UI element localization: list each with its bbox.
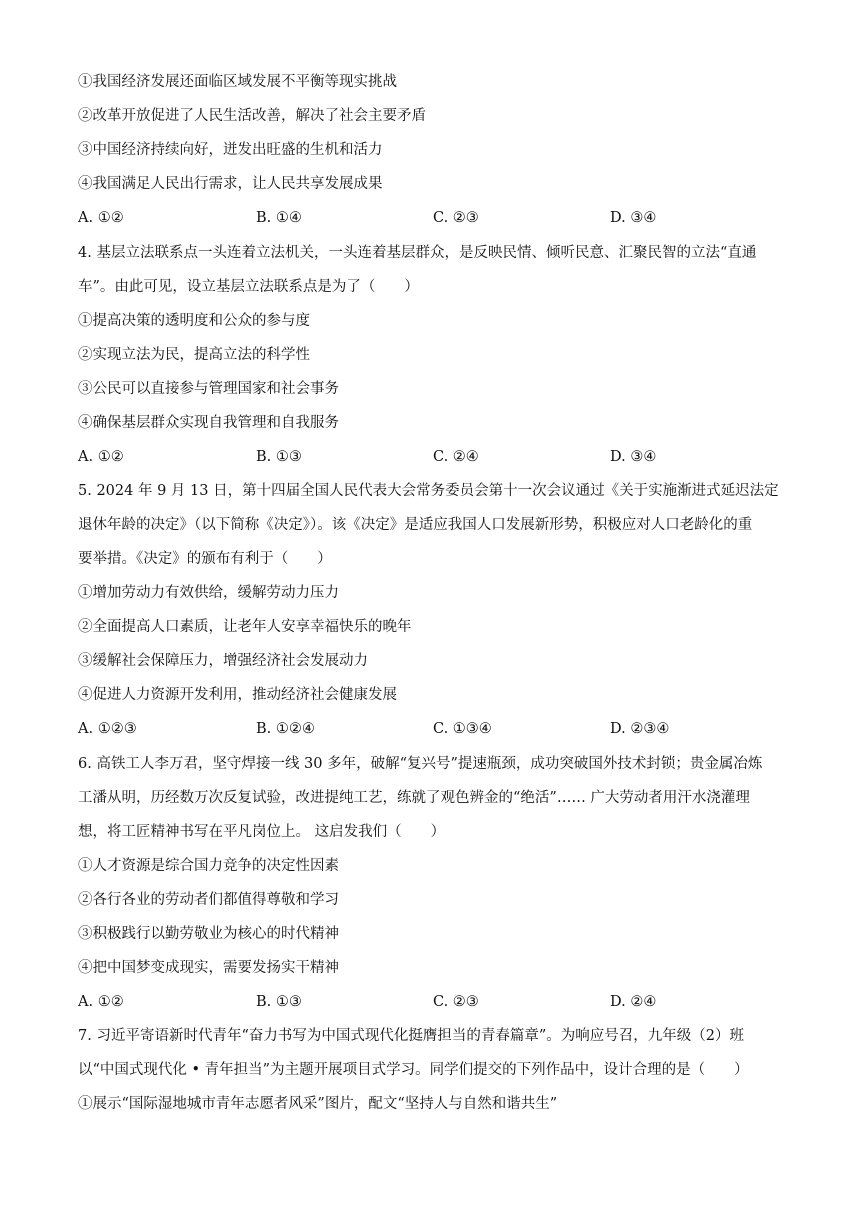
q3-options: [78, 208, 798, 228]
q4-option-a: A. ①②: [78, 449, 124, 465]
q5-statement-4: ④促进人力资源开发利用，推动经济社会健康发展: [78, 687, 397, 703]
q3-statement-2: ②改革开放促进了人民生活改善，解决了社会主要矛盾: [78, 108, 426, 124]
q3-statement-1: ①我国经济发展还面临区域发展不平衡等现实挑战: [78, 74, 397, 90]
q6-option-a: A. ①②: [78, 994, 124, 1010]
q3-option-c: C. ②③: [433, 210, 479, 226]
q6-option-d: D. ②④: [610, 994, 657, 1010]
q5-option-a: A. ①②③: [78, 721, 137, 737]
q4-option-c: C. ②④: [433, 449, 479, 465]
q3-option-b: B. ①④: [256, 210, 302, 226]
q6-option-b: B. ①③: [256, 994, 302, 1010]
q4-stem-line-2: 车”。由此可见，设立基层立法联系点是为了（ ）: [78, 279, 419, 295]
q6-statement-2: ②各行各业的劳动者们都值得尊敬和学习: [78, 892, 339, 908]
q5-options: [78, 719, 798, 739]
q4-statement-1: ①提高决策的透明度和公众的参与度: [78, 313, 310, 329]
q5-statement-2: ②全面提高人口素质，让老年人安享幸福快乐的晚年: [78, 619, 412, 635]
q5-statement-1: ①增加劳动力有效供给，缓解劳动力压力: [78, 585, 339, 601]
q5-option-d: D. ②③④: [610, 721, 670, 737]
q3-statement-4: ④我国满足人民出行需求，让人民共享发展成果: [78, 176, 383, 192]
q6-statement-4: ④把中国梦变成现实，需要发扬实干精神: [78, 960, 339, 976]
q4-stem-line-1: 4. 基层立法联系点一头连着立法机关，一头连着基层群众，是反映民情、倾听民意、汇聚民智的立法“直通: [78, 245, 757, 261]
q7-stem-line-2: 以“中国式现代化 • 青年担当”为主题开展项目式学习。同学们提交的下列作品中，设计合理的是（ ）: [78, 1062, 749, 1078]
q6-stem-line-1: 6. 高铁工人李万君，坚守焊接一线 30 多年，破解“复兴号”提速瓶颈，成功突破国外技术封锁；贵金属冶炼: [78, 756, 763, 772]
q6-stem-line-2: 工潘从明，历经数万次反复试验，改进提纯工艺，练就了观色辨金的“绝活”…… 广大劳动者用汗水浇灌理: [78, 790, 750, 806]
q3-statement-3: ③中国经济持续向好，迸发出旺盛的生机和活力: [78, 142, 383, 158]
q6-statement-1: ①人才资源是综合国力竞争的决定性因素: [78, 858, 339, 874]
q4-statement-4: ④确保基层群众实现自我管理和自我服务: [78, 415, 339, 431]
q5-option-c: C. ①③④: [433, 721, 492, 737]
q5-stem-line-1: 5. 2024 年 9 月 13 日，第十四届全国人民代表大会常务委员会第十一次会议通过《关于实施渐进式延迟法定: [78, 483, 779, 499]
q5-stem-line-3: 要举措。《决定》的颁布有利于（ ）: [78, 551, 332, 567]
q4-option-d: D. ③④: [610, 449, 657, 465]
q5-option-b: B. ①②④: [256, 721, 315, 737]
q4-statement-2: ②实现立法为民，提高立法的科学性: [78, 347, 310, 363]
q4-options: [78, 447, 798, 467]
q4-statement-3: ③公民可以直接参与管理国家和社会事务: [78, 381, 339, 397]
q6-stem-line-3: 想，将工匠精神书写在平凡岗位上。 这启发我们（ ）: [78, 824, 446, 840]
q7-statement-1: ①展示“国际湿地城市青年志愿者风采”图片，配文“坚持人与自然和谐共生”: [78, 1096, 558, 1112]
q3-option-a: A. ①②: [78, 210, 124, 226]
q6-statement-3: ③积极践行以勤劳敬业为核心的时代精神: [78, 926, 339, 942]
q6-option-c: C. ②③: [433, 994, 479, 1010]
q5-stem-line-2: 退休年龄的决定》（以下简称《决定》）。该《决定》是适应我国人口发展新形势，积极应对人口老龄化的重: [78, 517, 753, 533]
q3-option-d: D. ③④: [610, 210, 657, 226]
q5-statement-3: ③缓解社会保障压力，增强经济社会发展动力: [78, 653, 368, 669]
q4-option-b: B. ①③: [256, 449, 302, 465]
q7-stem-line-1: 7. 习近平寄语新时代青年“奋力书写为中国式现代化挺膺担当的青春篇章”。为响应号召，九年级（2）班: [78, 1028, 744, 1044]
q6-options: [78, 992, 798, 1012]
